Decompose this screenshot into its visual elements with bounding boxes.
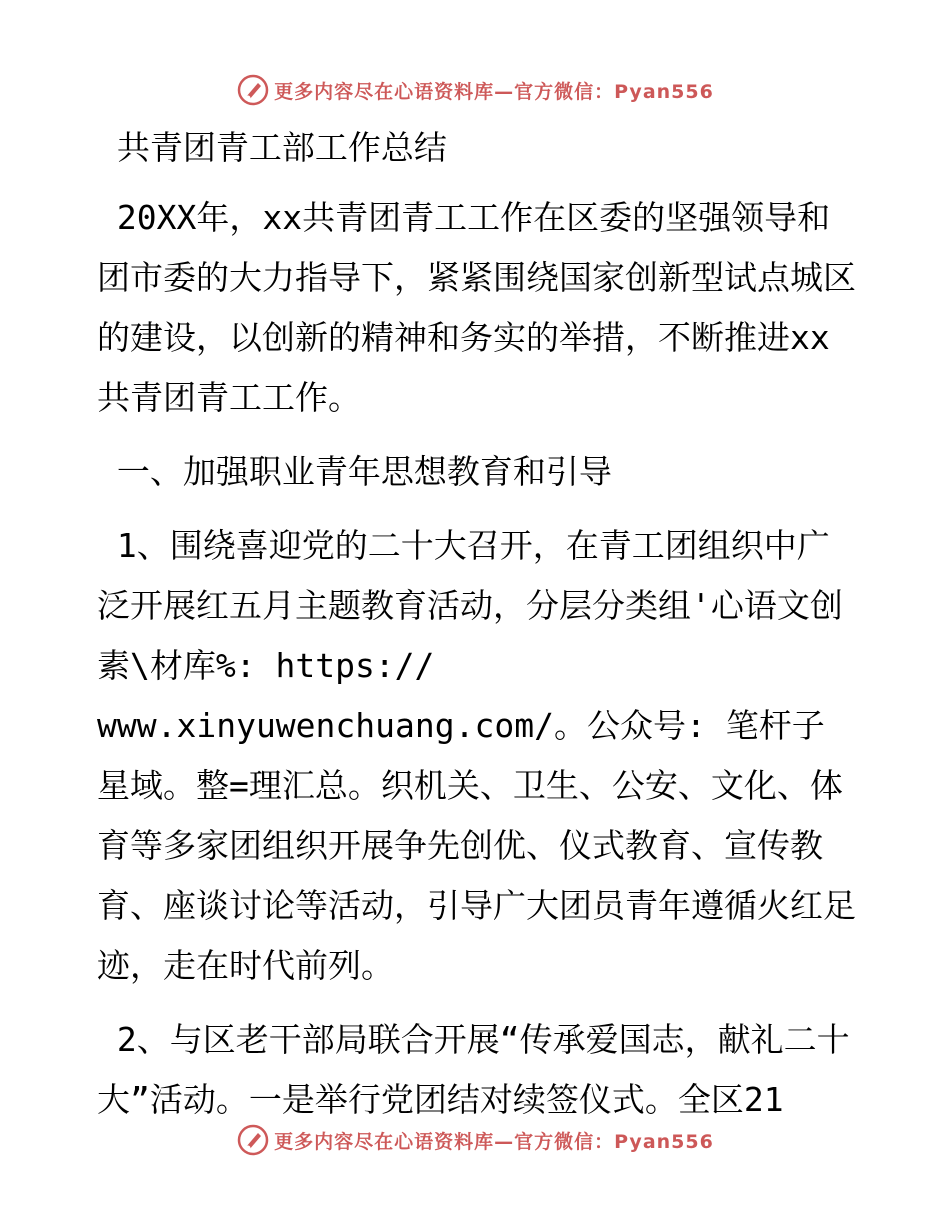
banner-text: 更多内容尽在心语资料库—官方微信：Pyan556 xyxy=(274,80,714,103)
document-title: 共青团青工部工作总结 xyxy=(97,128,447,167)
section-heading-1: 一、加强职业青年思想教育和引导 xyxy=(97,452,612,491)
paragraph-item-2: 2、与区老干部局联合开展“传承爱国志，献礼二十大”活动。一是举行党团结对续签仪式。全区21 xyxy=(97,1020,850,1119)
pen-nib-logo-icon xyxy=(236,1123,270,1157)
document-body xyxy=(97,118,857,1144)
banner-text: 更多内容尽在心语资料库—官方微信：Pyan556 xyxy=(274,1130,714,1153)
pen-nib-logo-icon xyxy=(236,73,270,107)
footer-watermark-banner xyxy=(0,1120,950,1160)
header-watermark-banner xyxy=(0,70,950,110)
paragraph-intro: 20XX年，xx共青团青工工作在区委的坚强领导和团市委的大力指导下，紧紧围绕国家创新型试点城区的建设，以创新的精神和务实的举措，不断推进xx共青团青工工作。 xyxy=(97,198,856,417)
paragraph-item-1: 1、围绕喜迎党的二十大召开，在青工团组织中广泛开展红五月主题教育活动，分层分类组'心语文创素\材库%: https:// www.xinyuwenchuang.com/。公众号: 笔杆子星域。整=理汇总。织机关、卫生、公安、文化、体育等多家团组织开展争先创优、仪式教育、宣传教育、座谈讨论等活动，引导广大团员青年遵循火红足迹，走在时代前列。 xyxy=(97,526,856,985)
